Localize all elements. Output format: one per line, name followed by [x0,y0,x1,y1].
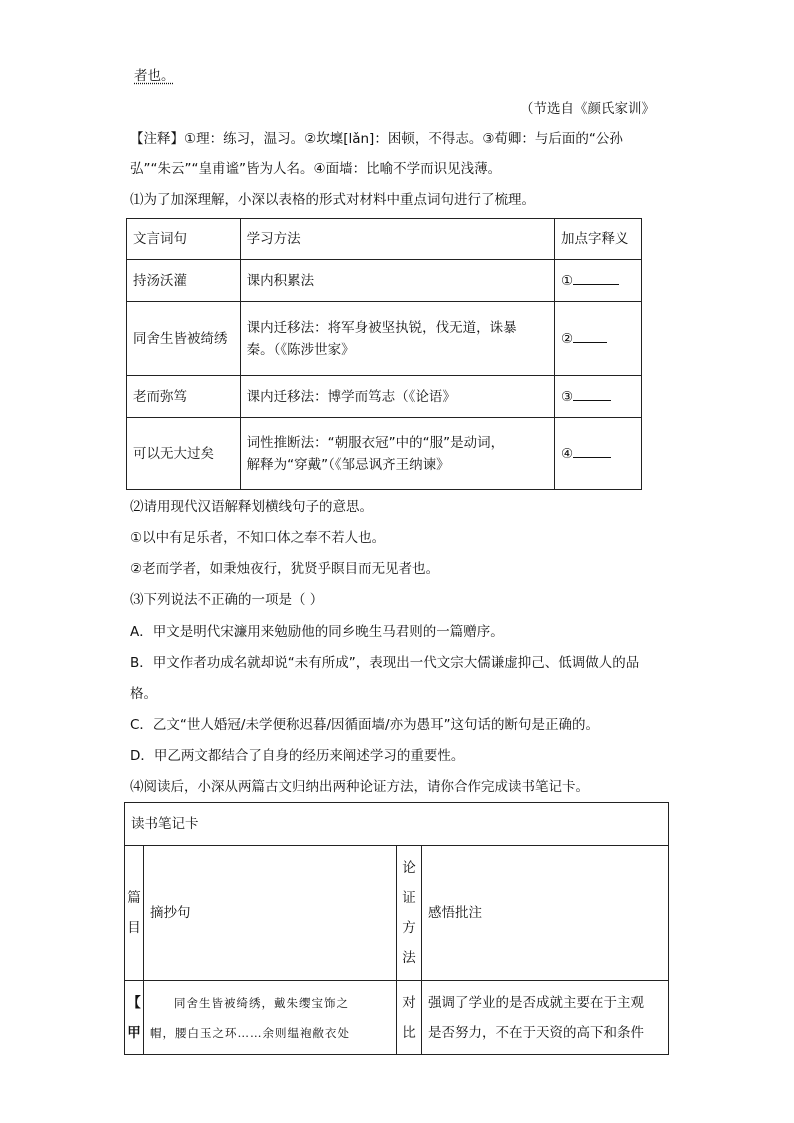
row-method-line: 课内迁移法：将军身被坚执锐，伐无道，诛暴 [246,319,517,336]
row-method-line: 课内迁移法：博学而笃志（《论语》 [246,388,456,405]
question-2: ⑵请用现代汉语解释划横线句子的意思。 [130,499,373,515]
row-excerpt-line: 同舍生皆被绮绣，戴朱缨宝饰之 [174,995,349,1010]
note-card-title: 读书笔记卡 [125,803,669,846]
row-method-line: 秦。（《陈涉世家》 [246,341,355,358]
row-piece [125,981,144,1055]
row-piece-char: 【 [127,994,141,1011]
answer-blank[interactable] [573,386,611,401]
answer-blank[interactable] [573,270,619,285]
notes-line-1: 【注释】①理：练习，温习。②坎壈[lǎn]：困顿，不得志。③荀卿：与后面的“公孙 [130,131,623,147]
header-piece-char: 目 [127,920,141,936]
row-method [240,302,554,376]
question-4: ⑷阅读后，小深从两篇古文归纳出两种论证方法，请你合作完成读书笔记卡。 [130,779,589,795]
table-row [127,376,642,418]
header-method-char: 证 [402,890,416,906]
header-piece-char: 篇 [127,890,141,906]
row-phrase: 同舍生皆被绮绣 [127,302,241,376]
row-comment-line: 是否努力，不在于天资的高下和条件 [428,1024,644,1041]
vocab-table [126,218,642,490]
header-phrase: 文言词句 [127,219,241,260]
row-phrase: 可以无大过矣 [127,418,241,490]
row-method-line: 课内积累法 [246,272,315,289]
header-excerpt: 摘抄句 [144,846,397,981]
row-excerpt [144,981,397,1055]
row-comment [422,981,669,1055]
option-a[interactable]: A．甲文是明代宋濂用来勉励他的同乡晚生马君则的一篇赠序。 [130,624,504,640]
row-method [240,260,554,302]
reading-note-card [124,802,669,1055]
answer-number: ① [560,272,574,289]
answer-cell-1[interactable] [554,260,641,302]
option-c[interactable]: C．乙文“世人婚冠/未学便称迟暮/因循面墙/亦为愚耳”这句话的断句是正确的。 [130,717,600,733]
row-excerpt-line: 帽，腰白玉之环……余则缊袍敝衣处 [150,1025,350,1040]
row-comment-line: 强调了学业的是否成就主要在于主观 [428,994,644,1011]
option-d[interactable]: D．甲乙两文都结合了自身的经历来阐述学习的重要性。 [130,748,465,764]
row-piece-char: 甲 [127,1024,141,1041]
vocab-table-header [127,219,642,260]
header-comment: 感悟批注 [422,846,669,981]
row-method [240,418,554,490]
row-method [397,981,422,1055]
row-method-char: 对 [402,994,416,1011]
header-method [397,846,422,981]
question-2-sentence-b: ②老而学者，如秉烛夜行，犹贤乎瞑目而无见者也。 [130,561,440,577]
row-method-line: 词性推断法：“朝服衣冠”中的“服”是动词， [246,434,505,451]
table-row [127,260,642,302]
row-phrase: 老而弥笃 [127,376,241,418]
answer-cell-2[interactable] [554,302,641,376]
question-1: ⑴为了加深理解，小深以表格的形式对材料中重点词句进行了梳理。 [130,192,535,208]
table-row [125,981,669,1055]
answer-number: ③ [560,388,574,405]
answer-number: ④ [560,445,574,462]
option-b-continued: 格。 [130,686,157,702]
header-method-char: 论 [402,860,416,876]
option-b[interactable]: B．甲文作者功成名就却说“未有所成”，表现出一代文宗大儒谦虚抑己、低调做人的品 [130,655,640,671]
top-fragment: 者也。 [134,68,175,84]
row-method [240,376,554,418]
answer-number: ② [560,330,574,347]
header-method-char: 方 [402,920,416,936]
header-method: 学习方法 [240,219,554,260]
answer-blank[interactable] [573,328,607,343]
row-method-line: 解释为“穿戴”（《邹忌讽齐王纳谏》 [246,456,450,473]
header-answer: 加点字释义 [554,219,641,260]
table-row [127,418,642,490]
note-card-header [125,846,669,981]
answer-cell-3[interactable] [554,376,641,418]
row-method-char: 比 [402,1024,416,1041]
question-2-sentence-a: ①以中有足乐者，不知口体之奉不若人也。 [130,530,386,546]
answer-blank[interactable] [573,443,611,458]
notes-line-2: 弘”“朱云”“皇甫谧”皆为人名。④面墙：比喻不学而识见浅薄。 [130,161,502,177]
table-row [127,302,642,376]
header-piece [125,846,144,981]
source-citation: （节选自《颜氏家训》 [520,101,655,117]
row-phrase: 持汤沃灌 [127,260,241,302]
answer-cell-4[interactable] [554,418,641,490]
question-3: ⑶下列说法不正确的一项是（ ） [130,592,324,608]
header-method-char: 法 [402,950,416,966]
